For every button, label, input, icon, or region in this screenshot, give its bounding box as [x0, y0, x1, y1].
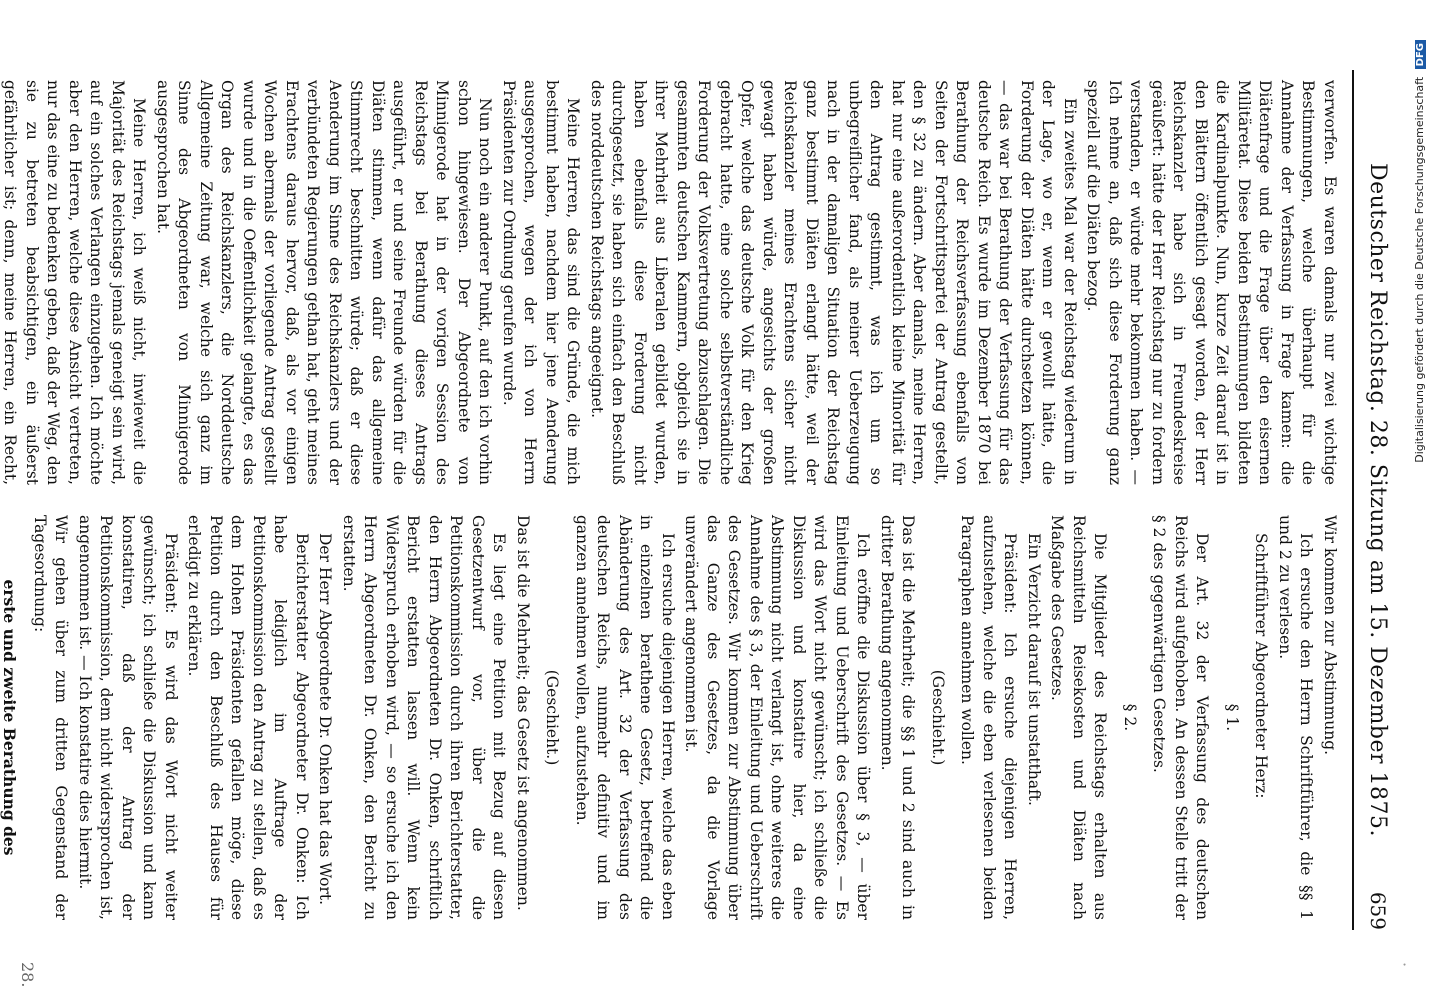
paragraph: Das ist die Mehrheit; das Gesetz ist angenommen.: [514, 515, 532, 911]
paragraph: Der Herr Abgeordnete Dr. Onken hat das Wort.: [316, 533, 335, 906]
paragraph: Präsident: Ich ersuche diejenigen Herren, aufzustehen, welche die eben verlesenen beiden Paragraphen annehmen wollen.: [958, 515, 1020, 920]
paragraph: Wir kommen zur Abstimmung.: [1321, 515, 1339, 756]
paragraph: Ich eröffne die Diskussion über § 3, — über Einleitung und Ueberschrift des Gesetzes. — Es wird das Wort nicht gewünscht; ich schließe die Diskussion und konstatire hier, da eine Abstimmung nicht verlangt ist, ohne weiteres die Annahme des § 3, der Einleitung und Ueberschrift des Gesetzes. Wir kommen zur Abstimmung über das Ganze des Gesetzes, da die Vorlage unverändert angenommen ist.: [682, 515, 873, 920]
paragraph: Ich ersuche diejenigen Herren, welche das eben in einzelnen berathene Gesetz, betreffend die Abänderung des Art. 32 der Verfassung des deutschen Reichs, nunmehr definitiv und im ganzen annehmen wollen, aufzustehen.: [573, 515, 677, 920]
scan-margin-mark: ·: [1395, 962, 1414, 968]
paragraph: Nun noch ein anderer Punkt, auf den ich vorhin schon hingewiesen. Der Abgeordnete von Minnigerode hat in der vorigen Session des Reichstags bei Berathung dieses Antrags ausgeführt, er und seine Freunde würden für die Diäten stimmen, wenn dafür das allgemeine Stimmrecht beschnitten würde; daß er diese Aenderung im Sinne des Reichskanzlers und der verbündeten Regierungen gethan hat, geht meines Erachtens daraus hervor, daß, als vor einigen Wochen abermals der vorliegende Antrag gestellt wurde und in die Oeffentlichkeit gelangte, es das Organ des Reichskanzlers, die Norddeutsche Allgemeine Zeitung war, welche sich ganz im Sinne des Abgeordneten von Minnigerode ausgesprochen hat.: [154, 80, 495, 485]
text-column-left: [1, 80, 1340, 485]
digitization-credit: [1413, 40, 1431, 960]
section-marker: § 1.: [1223, 703, 1241, 732]
page-number: 659: [1366, 891, 1390, 930]
paragraph: Wir gehen über zum dritten Gegenstand der Tagesordnung:: [31, 515, 71, 920]
paragraph: Es liegt eine Petition mit Bezug auf diesen Gesetzentwurf vor, über die die Petitionskommission durch ihren Berichterstatter, den Herrn Abgeordneten Dr. Onken, schriftlich Bericht erstatten lassen will. Wenn kein Widerspruch erhoben wird, — so ersuche ich den Herrn Abgeordneten Dr. Onken, den Bericht zu erstatten.: [340, 515, 509, 920]
paragraph: Ich ersuche den Herrn Schriftführer, die §§ 1 und 2 zu verlesen.: [1276, 515, 1316, 920]
text-column-right: [0, 515, 1340, 920]
dfg-logo: DFG: [1415, 40, 1426, 69]
interjection: (Geschieht.): [929, 669, 947, 766]
page-header: [1352, 70, 1394, 930]
paragraph: Das ist die Mehrheit; die §§ 1 und 2 sind auch in dritter Berathung angenommen.: [878, 515, 918, 920]
interjection: (Geschieht.): [543, 669, 562, 766]
law-text: Die Mitglieder des Reichstags erhalten aus Reichsmitteln Reisekosten und Diäten nach Maßgabe des Gesetzes.: [1048, 515, 1110, 920]
law-text: Der Art. 32 der Verfassung des deutschen Reichs wird aufgehoben. An dessen Stelle tritt der § 2 des gegenwärtigen Gesetzes.: [1150, 515, 1212, 920]
paragraph: Präsident: Es wird das Wort nicht weiter gewünscht; ich schließe die Diskussion und kann konstatiren, daß der Antrag der Petitionskommission, dem nicht widersprochen ist, angenommen ist. — Ich konstatire dies hiermit.: [76, 515, 180, 920]
margin-sitting-number: 28.: [18, 962, 37, 988]
speaker-line: Schriftführer Abgeordneter Herz:: [1252, 533, 1271, 799]
law-text: Ein Verzicht darauf ist unstatthaft.: [1025, 533, 1043, 806]
credit-text: Digitalisierung gefördert durch die Deutsche Forschungsgemeinschaft: [1413, 76, 1426, 463]
paragraph: Ein zweites Mal war der Reichstag wiederum in der Lage, wo er, wenn er gewollt hätte, die Forderung der Diäten hätte durchsetzen können, — das war bei Berathung der Verfassung für das deutsche Reich. Es wurde im Dezember 1870 bei Berathung der Reichsverfassung ebenfalls von Seiten der Fortschrittspartei der Antrag gestellt, den § 32 zu ändern. Aber damals, meine Herren, hat nur eine außerordentlich kleine Minorität für den Antrag gestimmt, was ich um so unbegreiflicher fand, als meiner Ueberzeugung nach in der damaligen Situation der Reichstag ganz bestimmt Diäten erlangt hätte, weil der Reichskanzler meines Erachtens sicher nicht gewagt haben würde, angesichts der großen Opfer, welche das deutsche Volk für den Krieg gebracht hatte, eine solche selbstverständliche Forderung der Volksvertretung abzuschlagen. Die gesammten deutschen Kammern, obgleich sie in ihrer Mehrheit aus Liberalen gebildet wurden, haben ebenfalls diese Forderung nicht durchgesetzt, sie haben sich einfach den Beschluß des norddeutschen Reichstags angeeignet.: [588, 80, 1079, 485]
paragraph: Meine Herren, das sind die Gründe, die mich bestimmt haben, nachdem hier jene Aenderung ausgesprochen, wegen der ich von Herrn Präsidenten zur Ordnung gerufen wurde.: [500, 80, 583, 485]
running-head: Deutscher Reichstag. 28. Sitzung am 15. Dezember 1875.: [1365, 162, 1390, 837]
paragraph: Meine Herren, ich weiß nicht, inwieweit die Majorität des Reichstags jemals geneigt sein wird, auf ein solches Verlangen einzugehen. Ich möchte aber den Herren, welche diese Ansicht vertreten, nur das eine zu bedenken geben, daß der Weg, den sie zu betreten beabsichtigen, ein äußerst gefährlicher ist; denn, meine Herren, ein Recht,: [1, 80, 149, 485]
paragraph: verworfen. Es waren damals nur zwei wichtige Bestimmungen, welche überhaupt für die Annahme der Verfassung in Frage kamen: die Diätenfrage und die Frage über den eisernen Militäretat. Diese beiden Bestimmungen bildeten die Kardinalpunkte. Nun, kurze Zeit darauf ist in den Blättern öffentlich gesagt worden, der Herr Reichskanzler habe sich in Freundeskreise geäußert: hätte der Herr Reichstag nur zu fordern verstanden, er würde mehr bekommen haben. — Ich nehme an, daß sich diese Forderung ganz speziell auf die Diäten bezog.: [1084, 80, 1339, 485]
paragraph: Berichterstatter Abgeordneter Dr. Onken: Ich habe lediglich im Auftrage der Petitionskommission den Antrag zu stellen, daß es dem Hohen Präsidenten gefallen möge, diese Petition durch den Beschluß des Hauses für erledigt zu erklären.: [185, 515, 311, 920]
agenda-item-heading: erste und zweite Berathung des: [0, 579, 20, 856]
section-marker: § 2.: [1121, 703, 1139, 732]
